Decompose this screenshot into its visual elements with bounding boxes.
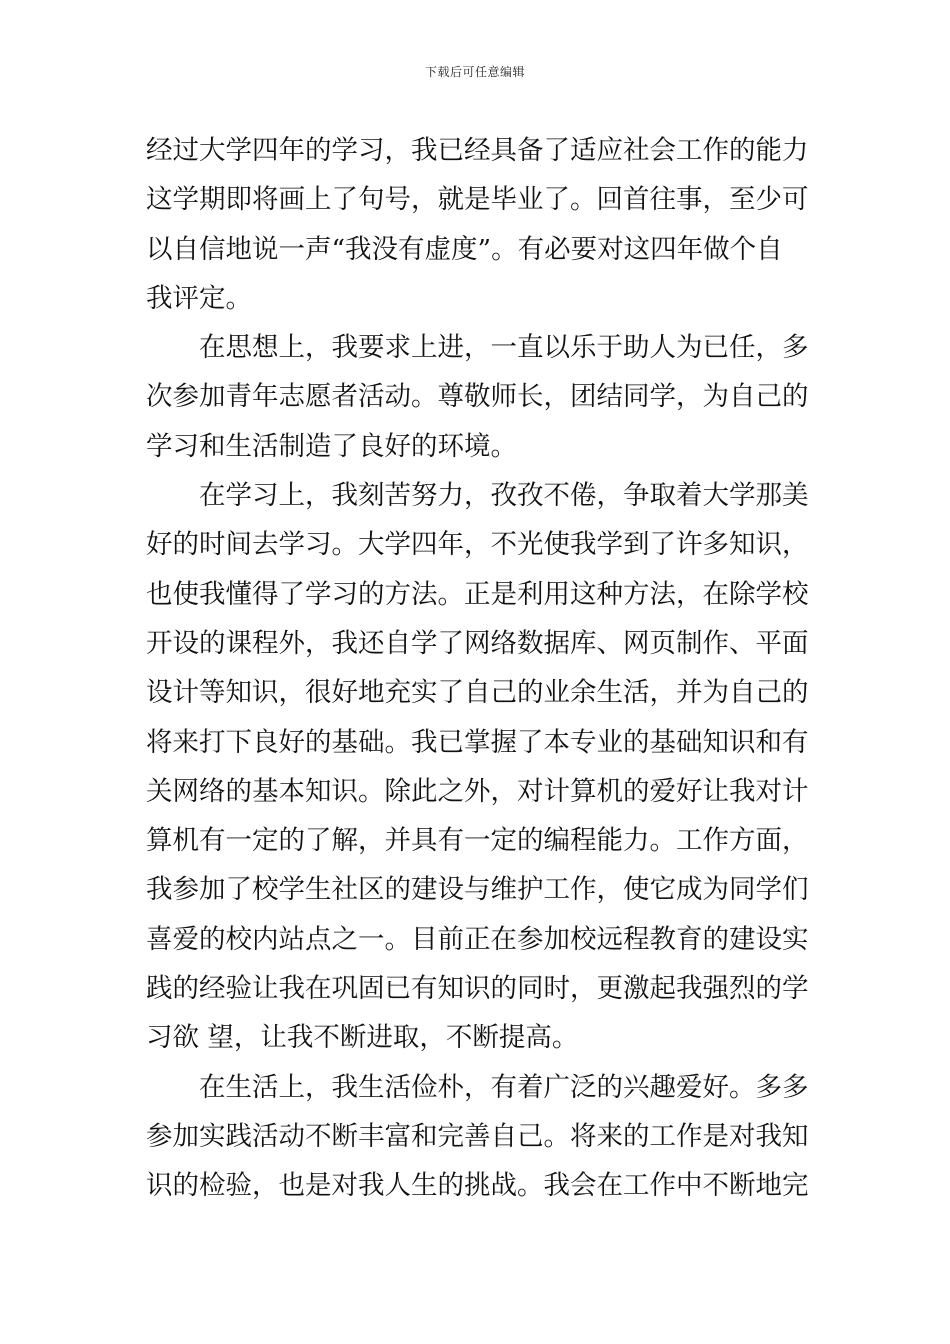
paragraph-3-line-9: 我参加了校学生社区的建设与维护工作，使它成为同学们: [146, 874, 809, 906]
paragraph-1-line-4: 我评定。: [146, 282, 252, 314]
paragraph-3-line-11: 践的经验让我在巩固已有知识的同时，更激起我强烈的学: [146, 973, 809, 1005]
paragraph-2-line-1: 在思想上，我要求上进，一直以乐于助人为已任，多: [199, 332, 809, 364]
paragraph-3-line-5: 设计等知识，很好地充实了自己的业余生活，并为自己的: [146, 677, 809, 709]
paragraph-4-line-1: 在生活上，我生活俭朴，有着广泛的兴趣爱好。多多: [199, 1071, 809, 1103]
paragraph-1-line-1: 经过大学四年的学习，我已经具备了适应社会工作的能力: [146, 135, 809, 166]
paragraph-3-line-12: 习欲 望，让我不断进取，不断提高。: [146, 1022, 579, 1054]
paragraph-4-line-3: 识的检验，也是对我人生的挑战。我会在工作中不断地完: [146, 1170, 809, 1202]
paragraph-3-line-3: 也使我懂得了学习的方法。正是利用这种方法，在除学校: [146, 578, 809, 610]
paragraph-3-line-1: 在学习上，我刻苦努力，孜孜不倦，争取着大学那美: [199, 480, 809, 512]
paragraph-3-line-8: 算机有一定的了解，并具有一定的编程能力。工作方面，: [146, 825, 809, 857]
paragraph-3-line-7: 关网络的基本知识。除此之外，对计算机的爱好让我对计: [146, 775, 809, 807]
paragraph-2-line-2: 次参加青年志愿者活动。尊敬师长，团结同学，为自己的: [146, 381, 809, 413]
page-header: 下载后可任意编辑: [424, 65, 525, 79]
document-body: [146, 126, 809, 1211]
paragraph-3-line-6: 将来打下良好的基础。我已掌握了本专业的基础知识和有: [146, 726, 809, 758]
paragraph-1-line-2: 这学期即将画上了句号，就是毕业了。回首往事，至少可: [146, 184, 809, 216]
paragraph-2-line-3: 学习和生活制造了良好的环境。: [146, 430, 517, 462]
paragraph-3-line-2: 好的时间去学习。大学四年，不光使我学到了许多知识，: [146, 529, 809, 561]
paragraph-3-line-4: 开设的课程外，我还自学了网络数据库、网页制作、平面: [146, 627, 809, 659]
paragraph-1-line-3: 以自信地说一声“我没有虚度”。有必要对这四年做个自: [146, 233, 783, 265]
paragraph-3-line-10: 喜爱的校内站点之一。目前正在参加校远程教育的建设实: [146, 923, 809, 955]
paragraph-4-line-2: 参加实践活动不断丰富和完善自己。将来的工作是对我知: [146, 1120, 809, 1152]
